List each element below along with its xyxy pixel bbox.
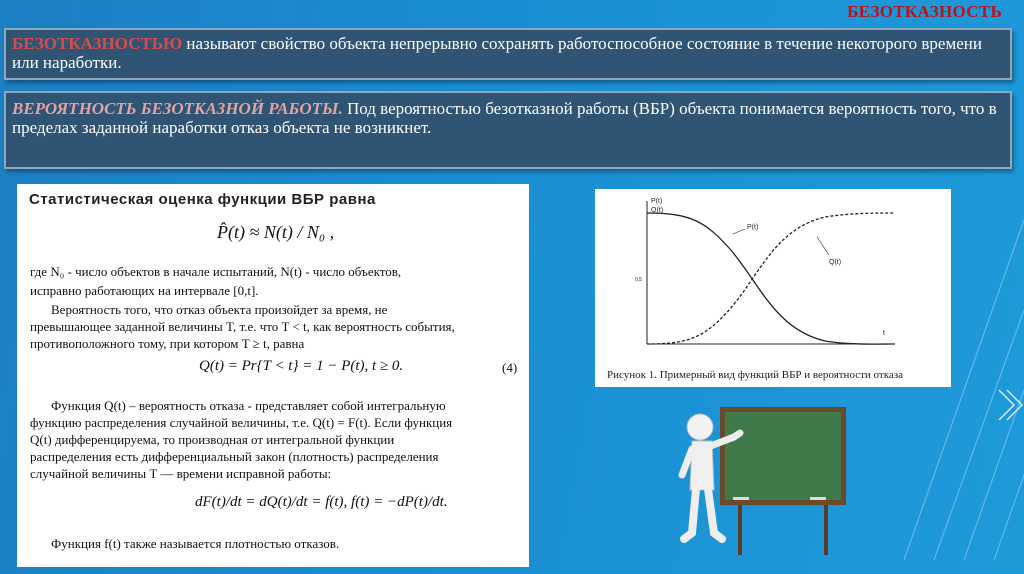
text-line-11: Функция f(t) также называется плотностью отказов. bbox=[51, 536, 340, 551]
text-line-3: Вероятность того, что отказ объекта произойдет за время, не bbox=[51, 302, 388, 317]
reliability-graph bbox=[595, 189, 951, 367]
axis-t-label: t bbox=[883, 330, 885, 337]
probability-box bbox=[4, 91, 1012, 169]
formula-estimate: P̂(t) ≈ N(t) / N₀ , bbox=[217, 222, 335, 242]
text-line-8: Q(t) дифференцируема, то производная от интегральной функции bbox=[30, 432, 395, 447]
definition-term: БЕЗОТКАЗНОСТЬЮ bbox=[12, 34, 183, 53]
text-line-2: исправно работающих на интервале [0,t]. bbox=[30, 283, 259, 298]
text-line-1: где N₀ - число объектов в начале испытаний, N(t) - число объектов, bbox=[30, 264, 402, 279]
label-qt: Q(t) bbox=[651, 207, 664, 214]
text-line-7: функцию распределения случайной величины, т.е. Q(t) = F(t). Если функция bbox=[30, 415, 453, 430]
text-line-9: распределения есть дифференциальный закон (плотность) распределения bbox=[30, 449, 439, 464]
definition-text: называют свойство объекта непрерывно сохранять работоспособное состояние в течение некоторого времени или наработки. bbox=[12, 34, 982, 72]
label-pt: P(t) bbox=[651, 198, 663, 205]
curve-q bbox=[647, 213, 895, 344]
formula-panel bbox=[17, 184, 529, 567]
panel-heading: Статистическая оценка функции ВБР равна bbox=[29, 191, 376, 208]
probability-text: Под вероятностью безотказной работы (ВБР) объекта понимается вероятность того, что в пределах заданной наработки отказ объекта не возникнет. bbox=[12, 99, 997, 137]
tick-half: 0,5 bbox=[635, 277, 642, 283]
text-line-6: Функция Q(t) – вероятность отказа - представляет собой интегральную bbox=[51, 398, 446, 413]
probability-term: ВЕРОЯТНОСТЬ БЕЗОТКАЗНОЙ РАБОТЫ. bbox=[12, 99, 343, 118]
slide-title: БЕЗОТКАЗНОСТЬ bbox=[847, 2, 1002, 21]
graph-panel bbox=[595, 189, 951, 387]
definition-box bbox=[4, 28, 1012, 80]
formula-failure: Q(t) = Pr{T < t} = 1 − P(t), t ≥ 0. bbox=[199, 358, 404, 374]
curve-p-label: P(t) bbox=[747, 224, 759, 231]
equation-number: (4) bbox=[502, 360, 518, 375]
figure-caption: Рисунок 1. Примерный вид функций ВБР и вероятности отказа bbox=[607, 369, 903, 381]
curve-p bbox=[647, 213, 895, 344]
curve-q-label: Q(t) bbox=[829, 259, 842, 266]
text-line-5: противоположного тому, при котором T ≥ t, равна bbox=[30, 336, 305, 351]
text-line-10: случайной величины T — времени исправной работы: bbox=[30, 466, 332, 481]
teacher-chalkboard-illustration bbox=[678, 405, 848, 560]
text-line-4: превышающее заданной величины T, т.е. что T < t, как вероятность события, bbox=[30, 319, 455, 334]
formula-density: dF(t)/dt = dQ(t)/dt = f(t), f(t) = −dP(t)/dt. bbox=[195, 494, 448, 510]
